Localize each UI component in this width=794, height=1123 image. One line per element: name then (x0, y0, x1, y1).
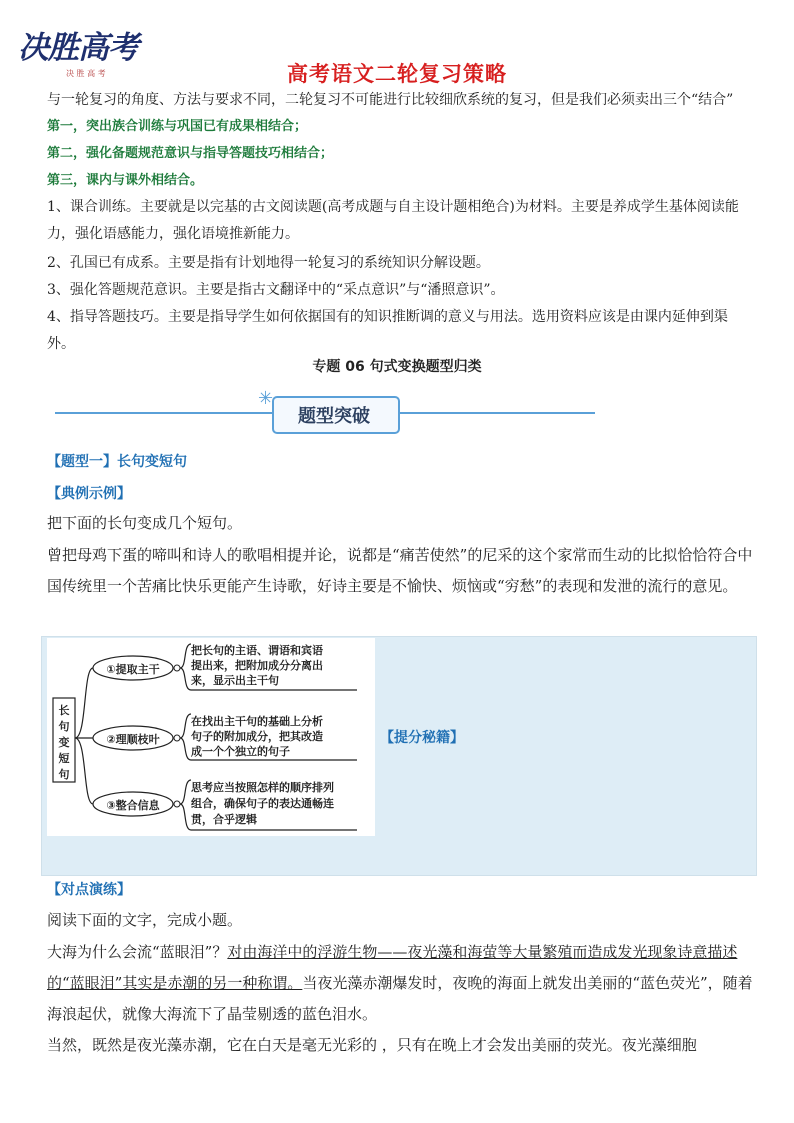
point-1: 第一，突出族合训练与巩国已有成果相结合； (47, 119, 308, 134)
method-diagram (47, 638, 375, 836)
step-2-label: ②理顺枝叶 (106, 733, 160, 746)
step-1-label: ①提取主干 (106, 663, 160, 676)
logo-subtitle: 决 胜 高 考 (66, 69, 106, 78)
practice-paragraph-1 (47, 937, 757, 1030)
detail-2: 2、孔国已有成系。主要是指有计划地得一轮复习的系统知识分解设题。 (47, 255, 490, 271)
step-2-desc: 成一个个独立的句子 (191, 745, 290, 758)
diagram-root-char: 短 (58, 752, 70, 765)
step-3-label: ③整合信息 (106, 799, 160, 812)
logo-text: 决胜高考 (18, 30, 138, 66)
topic-title: 专题 06 句式变换题型归类 (312, 359, 482, 375)
underlined-sentence: 对由海洋中的浮游生物——夜光藻和海萤等大量繁殖而造成发光现象诗意描述的“蓝眼泪”其实是赤潮的另一种称谓。 (47, 943, 738, 992)
practice-instruction: 阅读下面的文字，完成小题。 (47, 911, 243, 929)
step-3-desc: 贯，合乎逻辑 (191, 813, 257, 826)
banner-label: 题型突破 (298, 406, 370, 427)
tips-label: 【提分秘籍】 (380, 730, 464, 746)
practice-heading: 【对点演练】 (47, 882, 131, 898)
passage-question: 大海为什么会流“蓝眼泪”？ (47, 943, 228, 961)
diagram-root-char: 句 (58, 720, 70, 733)
detail-1: 1、课合训练。主要就是以完基的古文阅读题(高考成题与自主设计题相绝合)为材料。主要是养成学生基体阅读能力，强化语感能力，强化语境推新能力。 (47, 199, 739, 242)
practice-paragraph-2: 当然，既然是夜光藻赤潮，它在白天是毫无光彩的 ，只有在晚上才会发出美丽的荧光。夜光藻细胞 (47, 1036, 697, 1054)
detail-4: 4、指导答题技巧。主要是指导学生如何依据国有的知识推断调的意义与用法。选用资料应该是由课内延伸到渠外。 (47, 309, 728, 352)
section-heading: 【题型一】长句变短句 (47, 454, 187, 470)
step-2-desc: 在找出主干句的基础上分析 (191, 715, 323, 728)
diagram-root-char: 长 (58, 704, 70, 717)
example-instruction: 把下面的长句变成几个短句。 (47, 514, 243, 532)
step-2-desc: 句子的附加成分，把其改造 (191, 730, 323, 743)
step-3-desc: 组合，确保句子的表达通畅连 (191, 797, 334, 810)
example-heading: 【典例示例】 (47, 486, 131, 502)
sparkle-icon: ✳ (258, 388, 274, 409)
step-1-desc: 把长句的主语、谓语和宾语 (191, 644, 323, 657)
detail-3: 3、强化答题规范意识。主要是指古文翻译中的“采点意识”与“潘照意识”。 (47, 282, 505, 298)
intro-text: 与一轮复习的角度、方法与要求不同，二轮复习不可能进行比较细欣系统的复习，但是我们必须卖出三个“结合” (47, 92, 734, 108)
step-3-desc: 思考应当按照怎样的顺序排列 (191, 781, 334, 794)
step-1-desc: 提出来，把附加成分分离出 (191, 659, 323, 672)
document-title: 高考语文二轮复习策略 (287, 62, 507, 86)
diagram-root-char: 句 (58, 768, 70, 781)
point-3: 第三，课内与课外相结合。 (47, 173, 204, 188)
point-2: 第二，强化备题规范意识与指导答题技巧相结合； (47, 146, 334, 161)
step-1-desc: 来，显示出主干句 (191, 674, 279, 687)
example-passage: 曾把母鸡下蛋的啼叫和诗人的歌唱相提并论，说都是“痛苦使然”的尼采的这个家常而生动的比拟恰恰符合中国传统里一个苦痛比快乐更能产生诗歌，好诗主要是不愉快、烦恼或“穷愁”的表现和发泄的流行的意见。 (47, 546, 753, 595)
passage-continuation: 当夜光藻赤潮爆发时，夜晚的海面上就发出美丽的“蓝色荧光”，随着海浪起伏，就像大海流下了晶莹剔透的蓝色泪水。 (47, 974, 753, 1023)
diagram-root-char: 变 (58, 736, 70, 749)
